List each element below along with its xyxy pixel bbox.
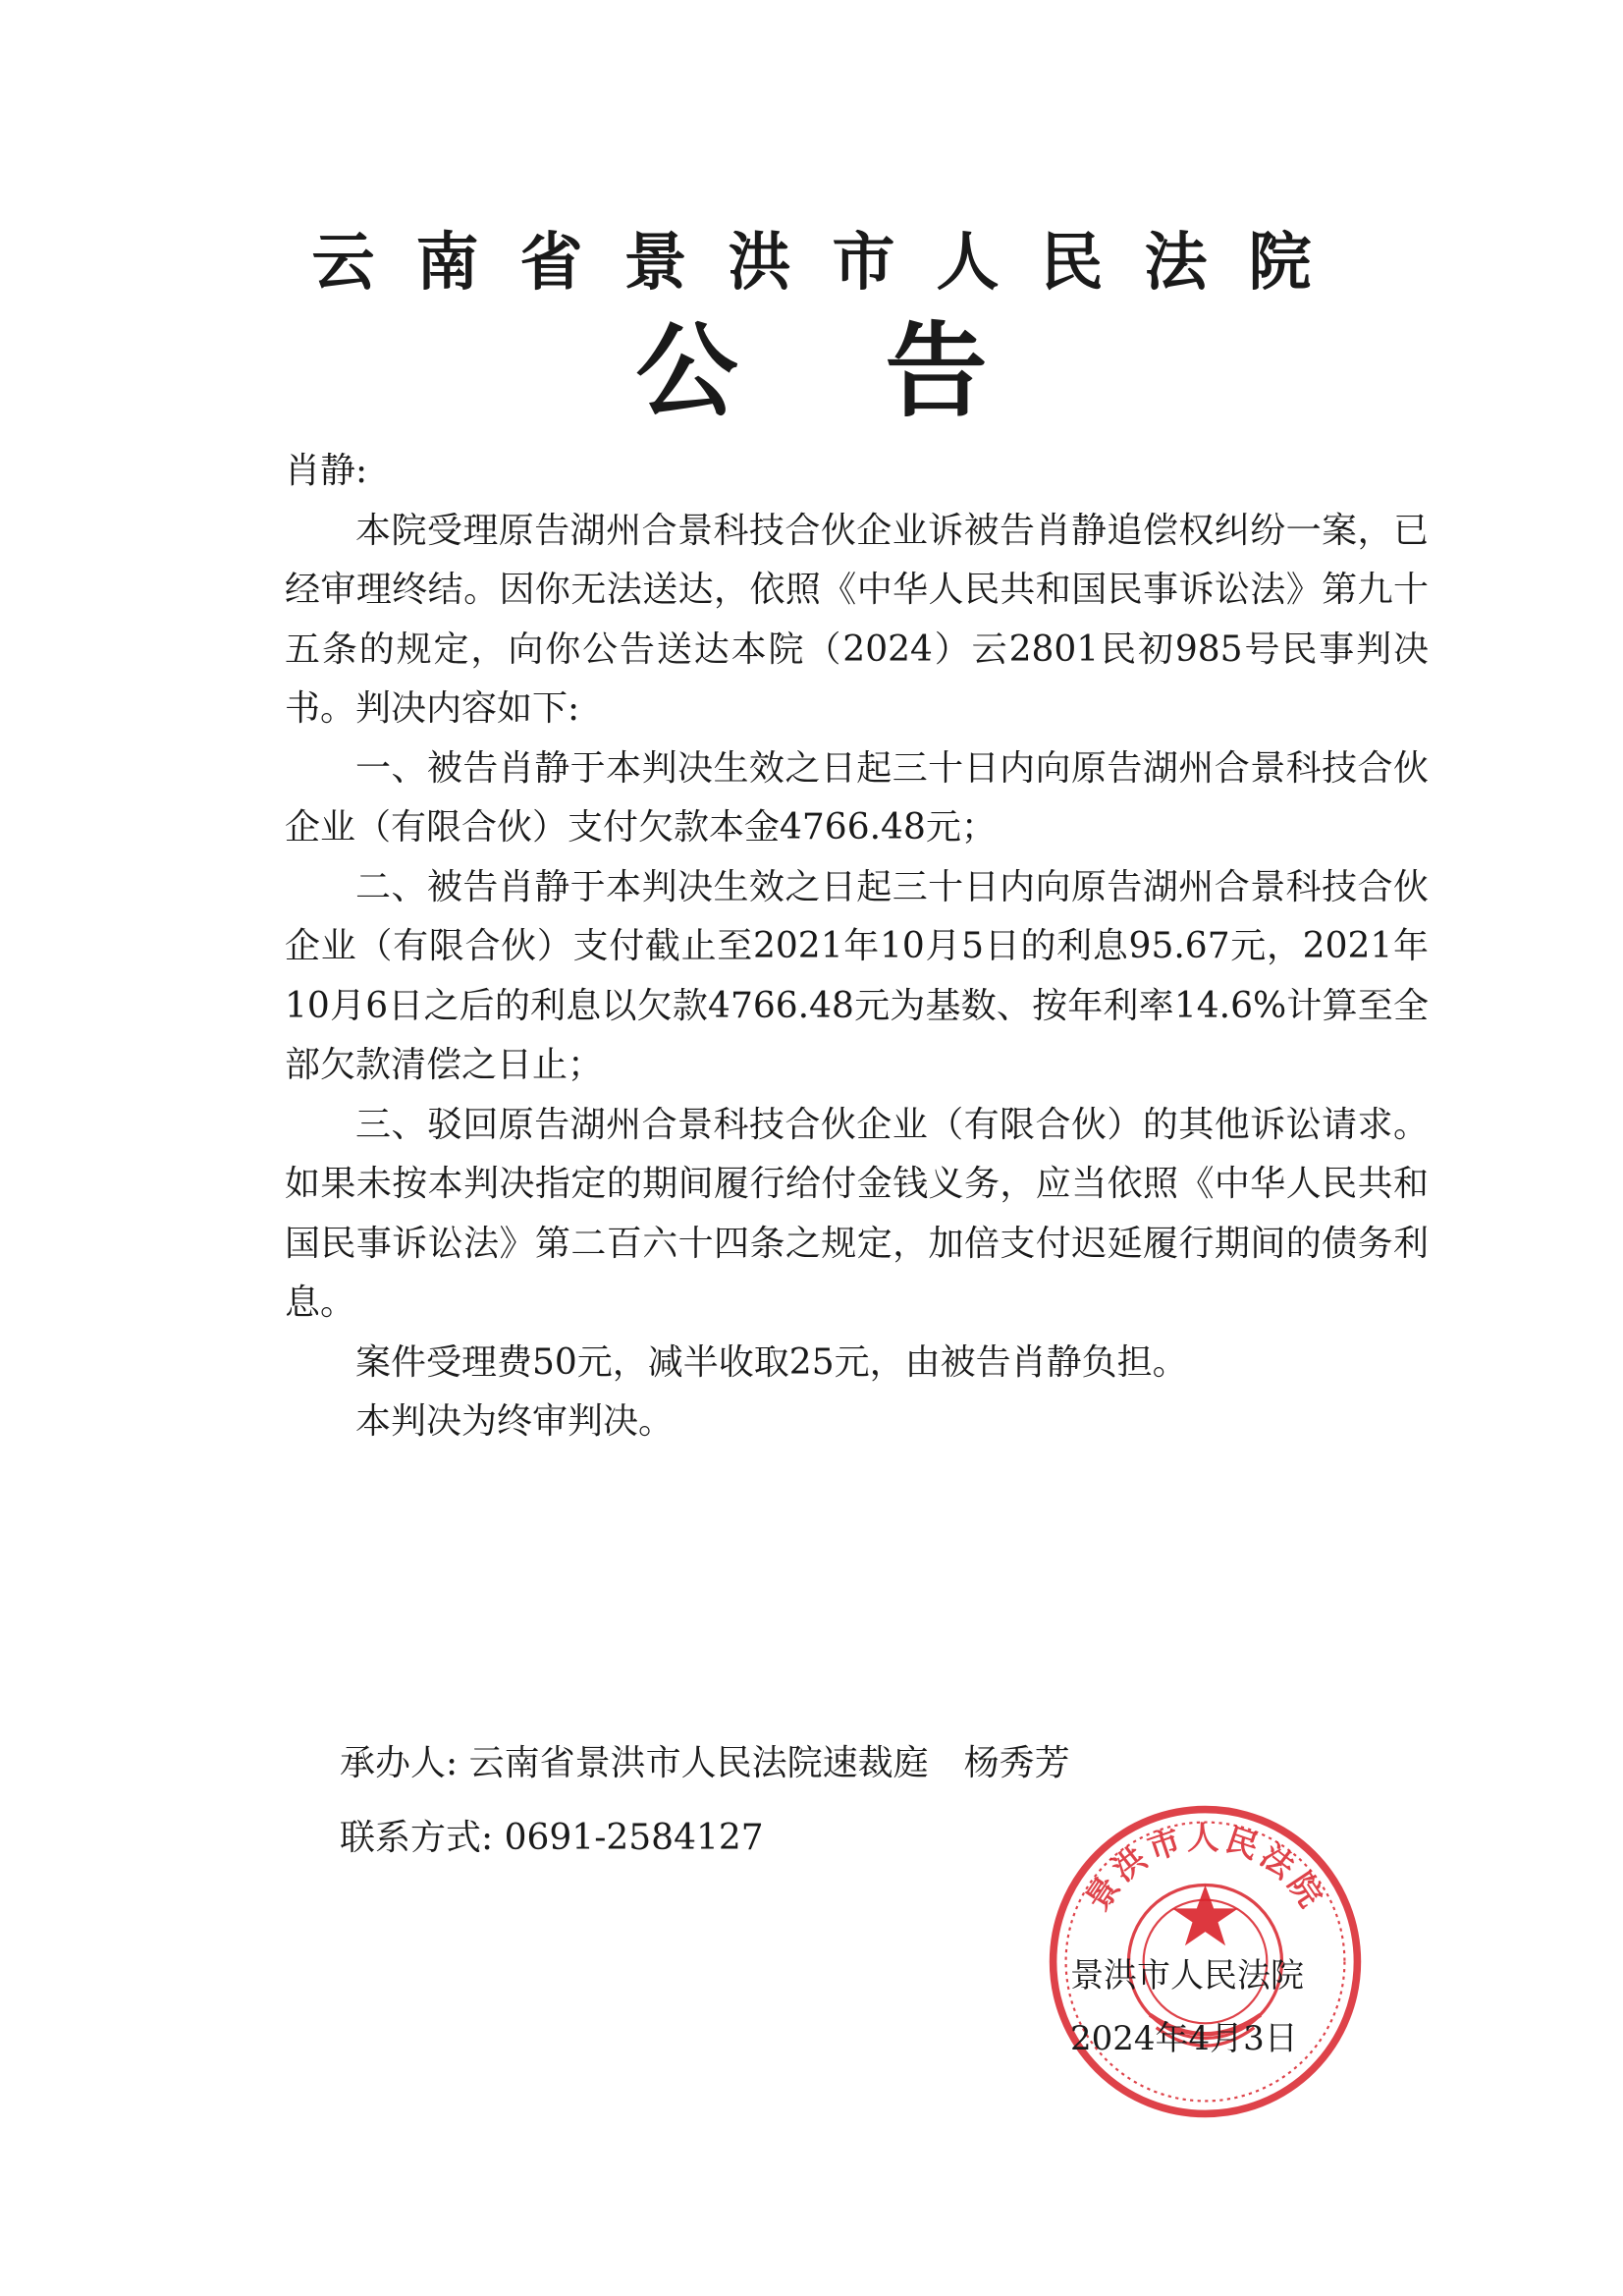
notice-body bbox=[285, 442, 1429, 1452]
case-fee-paragraph: 案件受理费50元，减半收取25元，由被告肖静负担。 bbox=[355, 1341, 1188, 1383]
issue-date: 2024年4月3日 bbox=[1070, 2019, 1298, 2058]
final-judgment-paragraph: 本判决为终审判决。 bbox=[355, 1401, 675, 1442]
judgment-item-1: 一、被告肖静于本判决生效之日起三十日内向原告湖州合景科技合伙企业（有限合伙）支付欠款本金4766.48元； bbox=[285, 747, 1429, 847]
case-intro-paragraph: 本院受理原告湖州合景科技合伙企业诉被告肖静追偿权纠纷一案，已经审理终结。因你无法送达，依照《中华人民共和国民事诉讼法》第九十五条的规定，向你公告送达本院（2024）云2801民初985号民事判决书。判决内容如下: bbox=[285, 510, 1429, 729]
handler-line bbox=[340, 1726, 1070, 1801]
judgment-item-2: 二、被告肖静于本判决生效之日起三十日内向原告湖州合景科技合伙企业（有限合伙）支付截止至2021年10月5日的利息95.67元，2021年10月6日之后的利息以欠款4766.48元为基数、按年利率14.6%计算至全部欠款清偿之日止； bbox=[285, 866, 1429, 1085]
notice-title: 公告 bbox=[635, 311, 1135, 431]
handler-unit: 云南省景洪市人民法院速裁庭 bbox=[468, 1743, 929, 1783]
signature-block bbox=[340, 1726, 1070, 1876]
issuer-court: 景洪市人民法院 bbox=[1070, 1956, 1304, 1995]
contact-line bbox=[340, 1801, 1070, 1876]
contact-label: 联系方式: bbox=[340, 1818, 494, 1858]
handler-name: 杨秀芳 bbox=[963, 1743, 1070, 1783]
issuer-block bbox=[1070, 1944, 1304, 2070]
addressee: 肖静: bbox=[285, 451, 368, 491]
handler-label: 承办人: bbox=[340, 1743, 459, 1783]
judgment-item-3: 三、驳回原告湖州合景科技合伙企业（有限合伙）的其他诉讼请求。如果未按本判决指定的期间履行给付金钱义务，应当依照《中华人民共和国民事诉讼法》第二百六十四条之规定，加倍支付迟延履行期间的债务利息。 bbox=[285, 1104, 1429, 1323]
seal-text: 景洪市人民法院 bbox=[1078, 1819, 1332, 1918]
seal-star-icon bbox=[1172, 1886, 1238, 1946]
court-name-heading: 云南省景洪市人民法院 bbox=[311, 227, 1353, 300]
contact-phone: 0691-2584127 bbox=[504, 1818, 764, 1858]
